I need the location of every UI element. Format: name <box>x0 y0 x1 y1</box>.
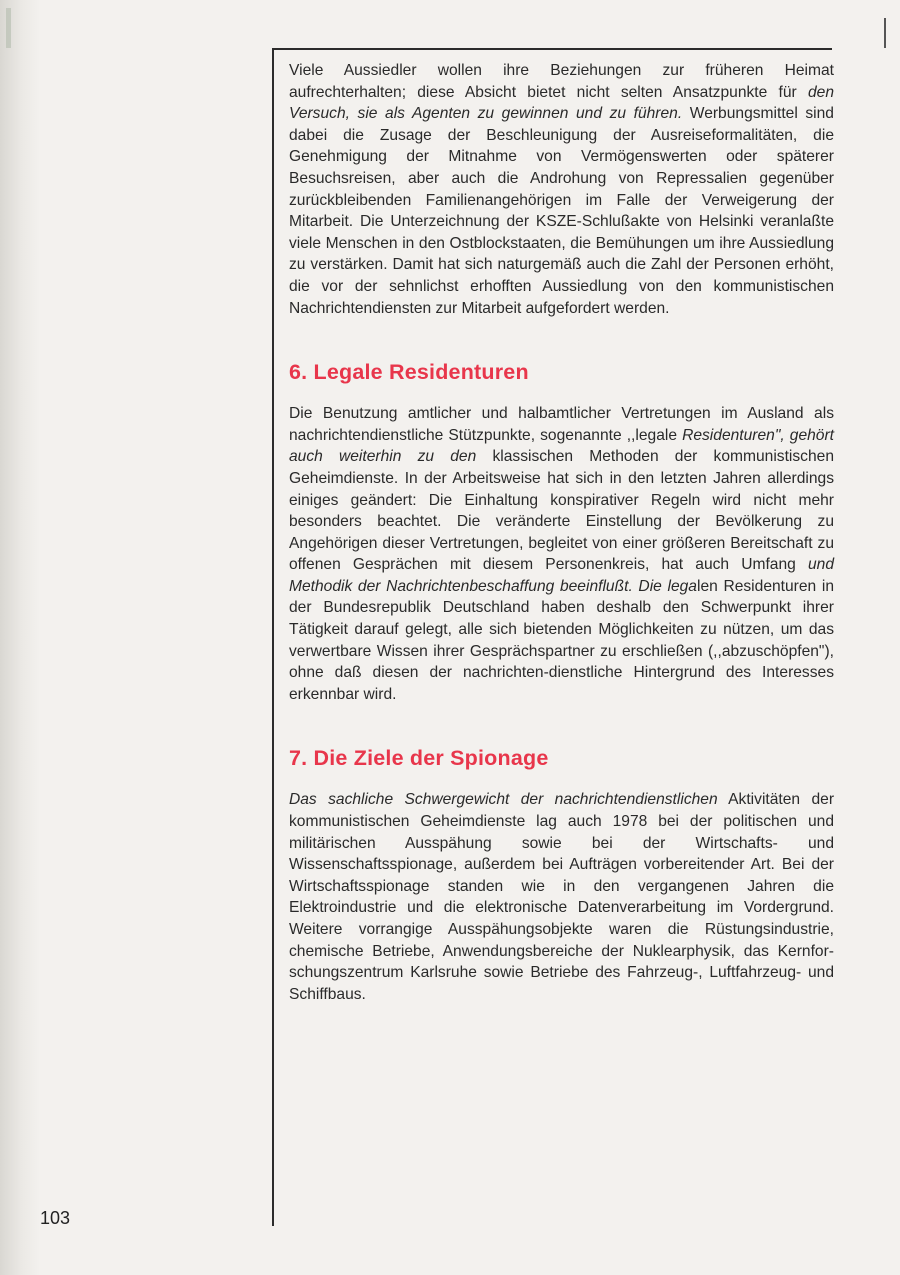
corner-crop-mark <box>884 18 886 48</box>
section-6-paragraph <box>289 403 834 705</box>
intro-italic-text: den Versuch, sie als Agenten zu gewinnen und zu führen. <box>289 83 834 123</box>
section-7-text: Aktivitäten der kommunistischen Geheimdienste lag auch 1978 bei der politischen und militärischen Ausspähung sowie bei der Wirtschafts- und Wissenschaftsspionage, außerdem bei Aufträgen vorbereitender Art. Bei der Wirtschaftsspionage standen wie in den vergangenen Jahren die Elektroindustrie und die elektronische Datenverarbeitung im Vordergrund. Weitere vorrangige Ausspähungsobjekte waren die Rüstungsindustrie, chemische Betriebe, Anwendungsbereiche der Nuklearphysik, das Kernforschungszentrum Karlsruhe sowie Betriebe des Fahrzeug-, Luftfahrzeug- und Schiffbaus. <box>289 791 835 1003</box>
section-6-italic-2: und Methodik der Nachrichtenbeschaffung beeinflußt. Die lega <box>289 556 834 595</box>
section-6-text-part-3: len Residenturen in der Bundesrepublik Deutschland haben deshalb den Schwerpunkt ihrer Tätigkeit darauf gelegt, alle sich bietenden Möglichkeiten zu nützen, um das verwertbare Wissen ihrer Gesprächspartner zu erschließen (,,abzuschöpfen"), ohne daß diesen der nachrichten-dienstliche Hintergrund des Interesses erkennbar wird. <box>289 577 835 703</box>
top-rule <box>272 48 832 50</box>
section-7-heading: 7. Die Ziele der Spionage <box>289 746 549 771</box>
section-7-paragraph <box>289 789 834 1005</box>
intro-paragraph <box>289 60 834 319</box>
page-number: 103 <box>40 1208 71 1228</box>
section-6-text-part-2: klassischen Methoden der kommunistischen Geheimdienste. In der Arbeitsweise hat sich in den letzten Jahren allerdings einiges geändert: Die Einhaltung konspirativer Regeln wird nicht mehr besonders beachtet. Die veränderte Einstellung der Bevölkerung zu Angehörigen dieser Vertretungen, begleitet von einer größeren Bereitschaft zu offenen Gesprächen mit diesem Personenkreis, hat auch Umfang <box>289 448 834 574</box>
section-6-italic-1: Residenturen", gehört auch weiterhin zu den <box>289 426 834 466</box>
page-edge-shadow <box>0 0 40 1275</box>
binding-mark <box>6 8 11 48</box>
section-6-heading: 6. Legale Residenturen <box>289 360 529 385</box>
section-7-italic: Das sachliche Schwergewicht der nachrichtendienstlichen <box>289 791 718 809</box>
intro-text-part-1: Viele Aussiedler wollen ihre Beziehungen zur früheren Heimat aufrechterhalten; diese Absicht bietet nicht selten Ansatzpunkte für <box>289 62 834 101</box>
section-6-text-part-1: Die Benutzung amtlicher und halbamtlicher Vertretungen im Ausland als nachrichtendienstliche Stützpunkte, sogenannte ,,legale <box>289 405 834 444</box>
page-body <box>289 60 834 1005</box>
intro-text-part-2: Werbungsmittel sind dabei die Zusage der Beschleunigung der Ausreiseformalitäten, die Genehmigung der Mitnahme von Vermögenswerten oder späterer Besuchsreisen, aber auch die Androhung von Repressalien gegenüber zurückbleibenden Familienangehörigen im Falle der Verweigerung der Mitarbeit. Die Unterzeichnung der KSZE-Schlußakte von Helsinki veranlaßte viele Menschen in den Ostblockstaaten, die Bemühungen um ihre Aussiedlung zu verstärken. Damit hat sich naturgemäß auch die Zahl der Personen erhöht, die vor der sehnlichst erhofften Aussiedlung von den kommunistischen Nachrichtendiensten zur Mitarbeit aufgefordert werden. <box>289 105 834 317</box>
left-margin-rule <box>272 48 274 1226</box>
